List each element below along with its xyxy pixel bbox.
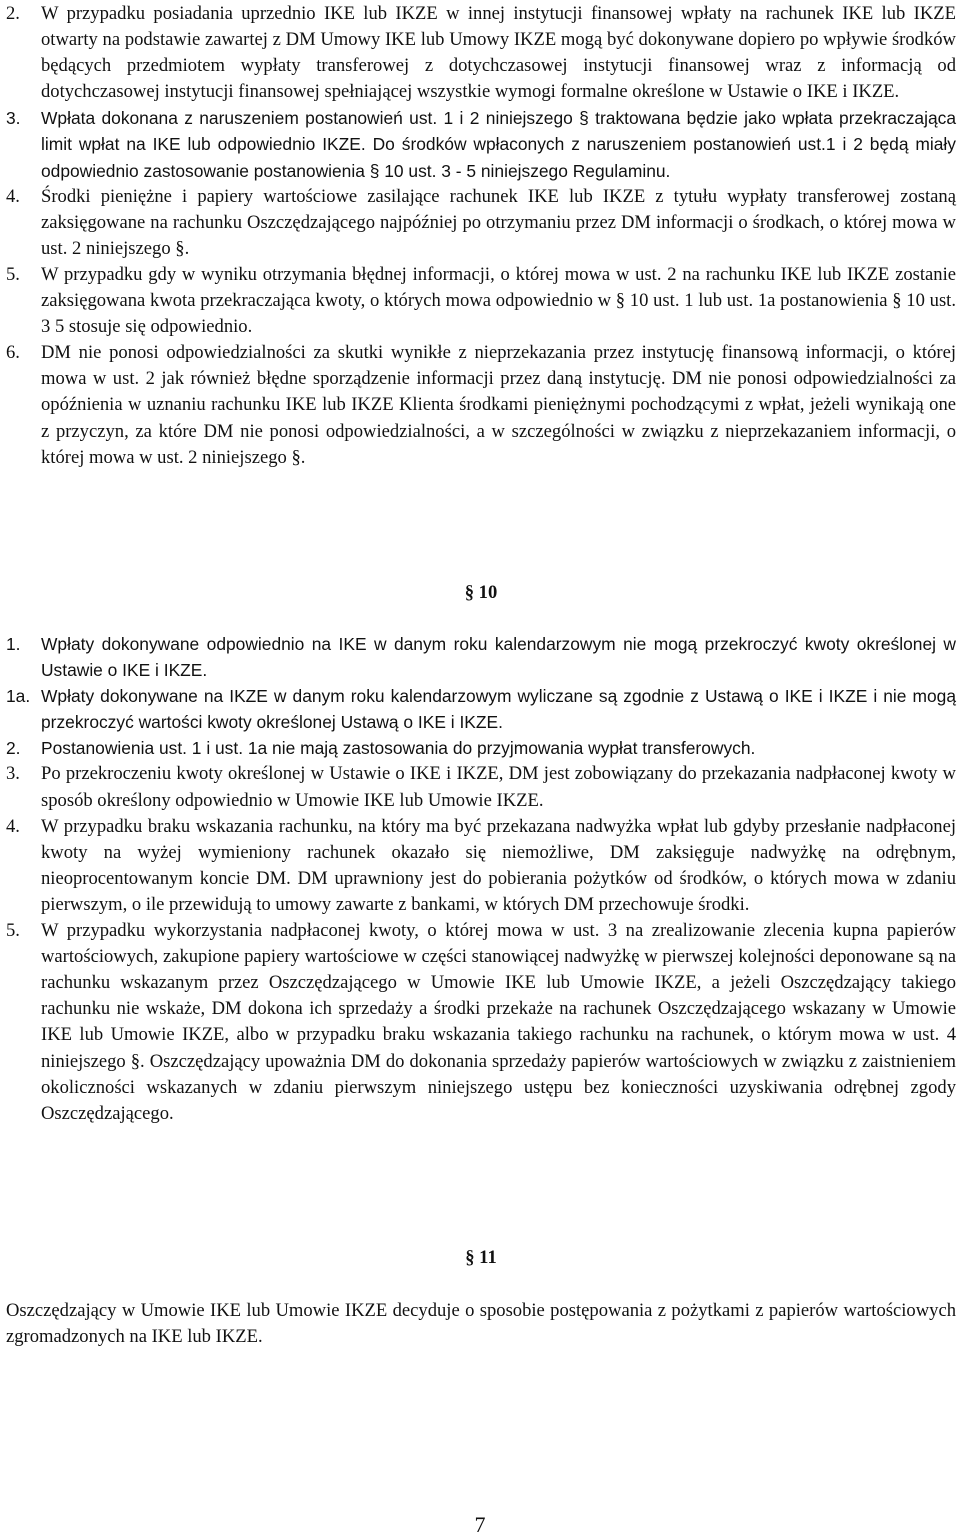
list-item <box>6 184 956 262</box>
page-number: 7 <box>474 1512 486 1537</box>
item-text: Po przekroczeniu kwoty określonej w Ustawie o IKE i IKZE, DM jest zobowiązany do przekazania nadpłaconej kwoty w sposób określony odpowiednio w Umowie IKE lub Umowie IKZE. <box>41 763 956 811</box>
section-10-body <box>6 631 956 1127</box>
list-item <box>6 105 956 183</box>
item-number: 2. <box>6 3 20 24</box>
item-number: 5. <box>6 920 20 942</box>
item-text: W przypadku wykorzystania nadpłaconej kwoty, o której mowa w ust. 3 na zrealizowanie zlecenia kupna papierów wartościowych, zakupione papiery wartościowe w części stanowiącej nadwyżkę w pierwszej kolejności deponowane są na rachunku wskazanym przez Oszczędzającego w Umowie IKE lub Umowie IKZE, a jeżeli Oszczędzający takiego rachunku nie wskaże, DM dokona ich sprzedaży a środki przekaże na rachunek Oszczędzającego wskazany w Umowie IKE lub Umowie IKZE, albo w przypadku braku wskazania takiego rachunku na rachunek, o którym mowa w ust. 4 niniejszego §. Oszczędzający upoważnia DM do dokonania sprzedaży papierów wartościowych w związku z zaistnieniem okoliczności wskazanych w zdaniu pierwszym niniejszego ustępu bez konieczności uzyskiwania odrębnej zgody Oszczędzającego. <box>41 920 956 1124</box>
item-number: 6. <box>6 342 20 364</box>
item-text: Wpłata dokonana z naruszeniem postanowień ust. 1 i 2 niniejszego § traktowana będzie jako wpłata przekraczająca limit wpłat na IKE lub odpowiednio IKZE. Do środków wpłaconych z naruszeniem postanowień ust.1 i 2 będą miały odpowiednio zastosowanie postanowienia § 10 ust. 3 - 5 niniejszego Regulaminu. <box>41 108 956 181</box>
list-item <box>6 814 956 918</box>
list-item <box>6 1 956 105</box>
item-number: 4. <box>6 815 20 837</box>
item-number: 2. <box>6 738 21 759</box>
list-item <box>6 761 956 813</box>
section-11-body: Oszczędzający w Umowie IKE lub Umowie IKZE decyduje o sposobie postępowania z pożytkami z papierów wartościowych zgromadzonych na IKE lub IKZE. <box>6 1300 956 1348</box>
item-text: W przypadku gdy w wyniku otrzymania błędnej informacji, o której mowa w ust. 2 na rachunku IKE lub IKZE zostanie zaksięgowana kwota przekraczająca kwoty, o których mowa odpowiednio w § 10 ust. 1 lub ust. 1a postanowienia § 10 ust. 3 5 stosuje się odpowiednio. <box>41 263 956 338</box>
section-9-continuation <box>6 1 956 471</box>
item-number: 5. <box>6 263 20 285</box>
list-item <box>6 631 956 683</box>
list-item <box>6 340 956 470</box>
item-number: 4. <box>6 185 20 207</box>
section-heading-10: § 10 <box>464 582 498 603</box>
list-item <box>6 918 956 1127</box>
item-text: W przypadku braku wskazania rachunku, na który ma być przekazana nadwyżka wpłat lub gdyby przesłanie nadpłaconej kwoty na wyżej wymieniony rachunek okazało się niemożliwe, DM zaksięguje nadwyżkę na odrębnym, nieoprocentowanym koncie DM. DM uprawniony jest do pobierania pożytków od środków, o których mowa w zdaniu pierwszym, o ile przewidują to umowy zawarte z bankami, w których DM przechowuje środki. <box>41 815 956 915</box>
item-number: 3. <box>6 763 20 785</box>
item-text: Postanowienia ust. 1 i ust. 1a nie mają zastosowania do przyjmowania wypłat transferowych. <box>41 738 756 759</box>
item-text: W przypadku posiadania uprzednio IKE lub IKZE w innej instytucji finansowej wpłaty na rachunek IKE lub IKZE otwarty na podstawie zawartej z DM Umowy IKE lub Umowy IKZE mogą być dokonywane dopiero po wpływie środków będących przedmiotem wypłaty transferowej z dotychczasowej instytucji finansowej wraz z informacją od dotychczasowej instytucji finansowej spełniającej wszystkie wymogi formalne określone w Ustawie o IKE i IKZE. <box>41 3 956 103</box>
item-text: Wpłaty dokonywane na IKZE w danym roku kalendarzowym wyliczane są zgodnie z Ustawą o IKE i IKZE i nie mogą przekroczyć wartości kwoty określonej Ustawą o IKE i IKZE. <box>41 686 956 733</box>
list-item <box>6 735 956 761</box>
item-text: Środki pieniężne i papiery wartościowe zasilające rachunek IKE lub IKZE z tytułu wypłaty transferowej zostaną zaksięgowane na rachunku Oszczędzającego najpóźniej po otrzymaniu przez DM informacji o środkach, o której mowa w ust. 2 niniejszego §. <box>41 185 956 259</box>
item-number: 3. <box>6 108 21 129</box>
section-heading-11: § 11 <box>465 1247 497 1268</box>
list-item <box>6 262 956 340</box>
item-number: 1a. <box>6 686 31 707</box>
item-number: 1. <box>6 634 21 654</box>
list-item <box>6 683 956 735</box>
item-text: DM nie ponosi odpowiedzialności za skutki wynikłe z nieprzekazania przez instytucję finansową informacji, o której mowa w ust. 2 jak również błędne sporządzenie informacji przez daną instytucję. DM nie ponosi odpowiedzialności za opóźnienia w uznaniu rachunku IKE lub IKZE Klienta środkami pieniężnymi pochodzącymi z wpłat, jeżeli wynikają one z przyczyn, za które DM nie ponosi odpowiedzialności, a w szczególności w związku z nieprzekazaniem informacji, o której mowa w ust. 2 niniejszego §. <box>41 342 956 468</box>
item-text: Wpłaty dokonywane odpowiednio na IKE w danym roku kalendarzowym nie mogą przekroczyć kwoty określonej w Ustawie o IKE i IKZE. <box>41 634 956 681</box>
